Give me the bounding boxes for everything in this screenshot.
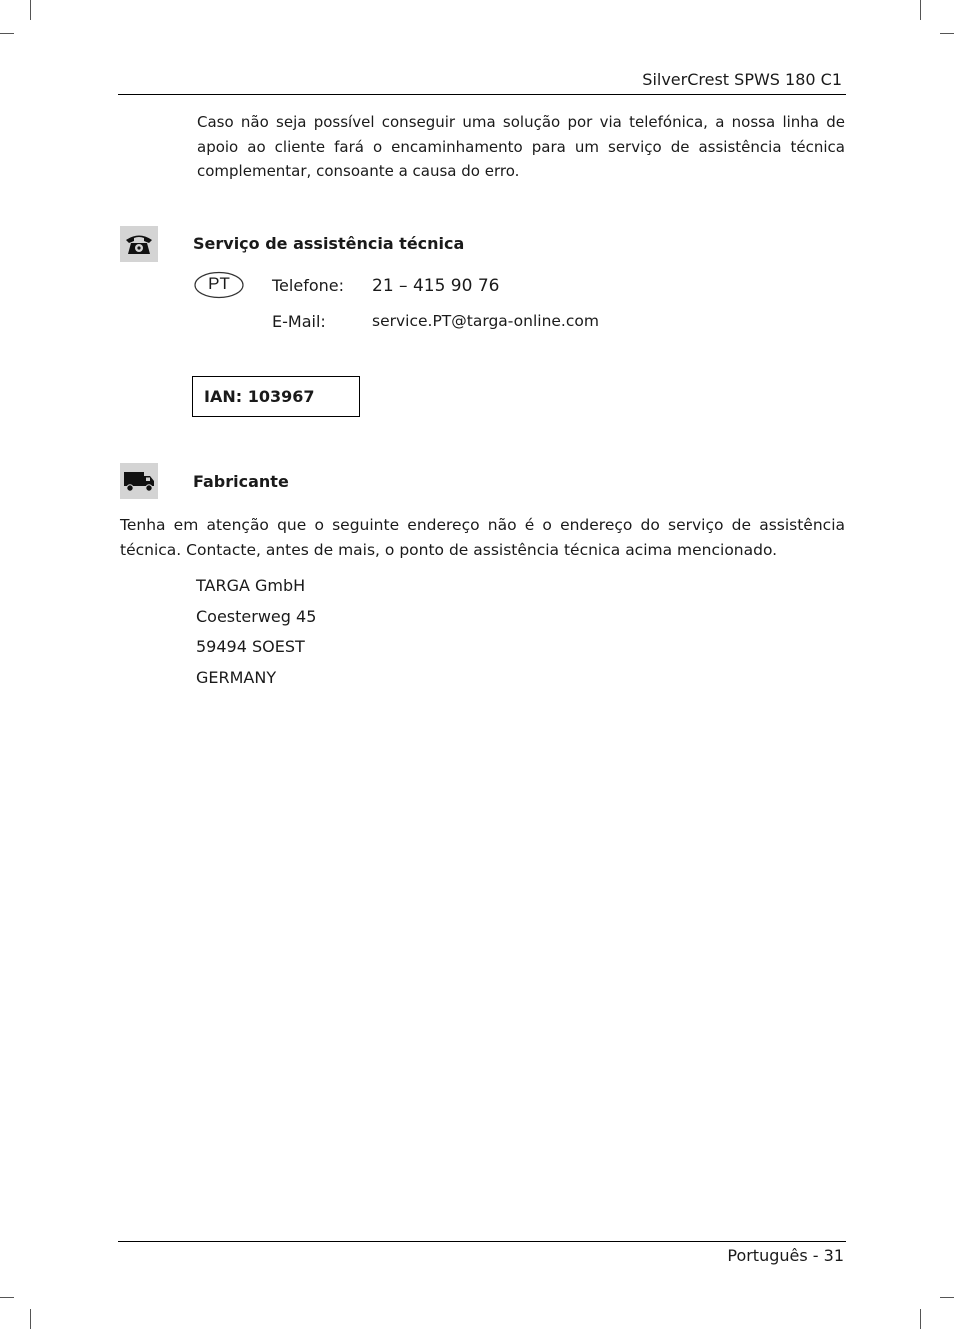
header-divider	[118, 94, 846, 95]
page-number: Português - 31	[727, 1246, 844, 1265]
phone-label: Telefone:	[272, 276, 344, 295]
manufacturer-notice: Tenha em atenção que o seguinte endereço não é o endereço do serviço de assistência técnica. Contacte, antes de mais, o ponto de assistência técnica acima mencionado.	[120, 516, 845, 559]
country-badge-label: PT	[208, 274, 230, 293]
address-line: Coesterweg 45	[196, 607, 317, 626]
crop-mark	[30, 1309, 31, 1329]
phone-value: 21 – 415 90 76	[372, 276, 500, 296]
crop-mark	[940, 1297, 954, 1298]
address-line: 59494 SOEST	[196, 637, 305, 656]
email-label: E-Mail:	[272, 312, 326, 331]
address-line: GERMANY	[196, 668, 277, 687]
crop-mark	[920, 0, 921, 20]
ian-box: IAN: 103967	[192, 376, 360, 417]
crop-mark	[0, 1297, 14, 1298]
address-line: TARGA GmbH	[196, 576, 306, 595]
manufacturer-heading: Fabricante	[193, 472, 289, 491]
crop-mark	[30, 0, 31, 20]
crop-mark	[0, 33, 14, 34]
crop-mark	[940, 33, 954, 34]
page-header-title: SilverCrest SPWS 180 C1	[642, 70, 842, 89]
service-heading: Serviço de assistência técnica	[193, 234, 465, 253]
crop-mark	[920, 1309, 921, 1329]
truck-icon	[120, 463, 158, 499]
country-badge	[194, 271, 244, 299]
telephone-icon	[120, 226, 158, 262]
email-value: service.PT@targa-online.com	[372, 312, 599, 330]
intro-paragraph: Caso não seja possível conseguir uma solução por via telefónica, a nossa linha de apoio ao cliente fará o encaminhamento para um serviço de assistência técnica complementar, consoante a causa do erro.	[197, 113, 845, 180]
footer-divider	[118, 1241, 846, 1242]
